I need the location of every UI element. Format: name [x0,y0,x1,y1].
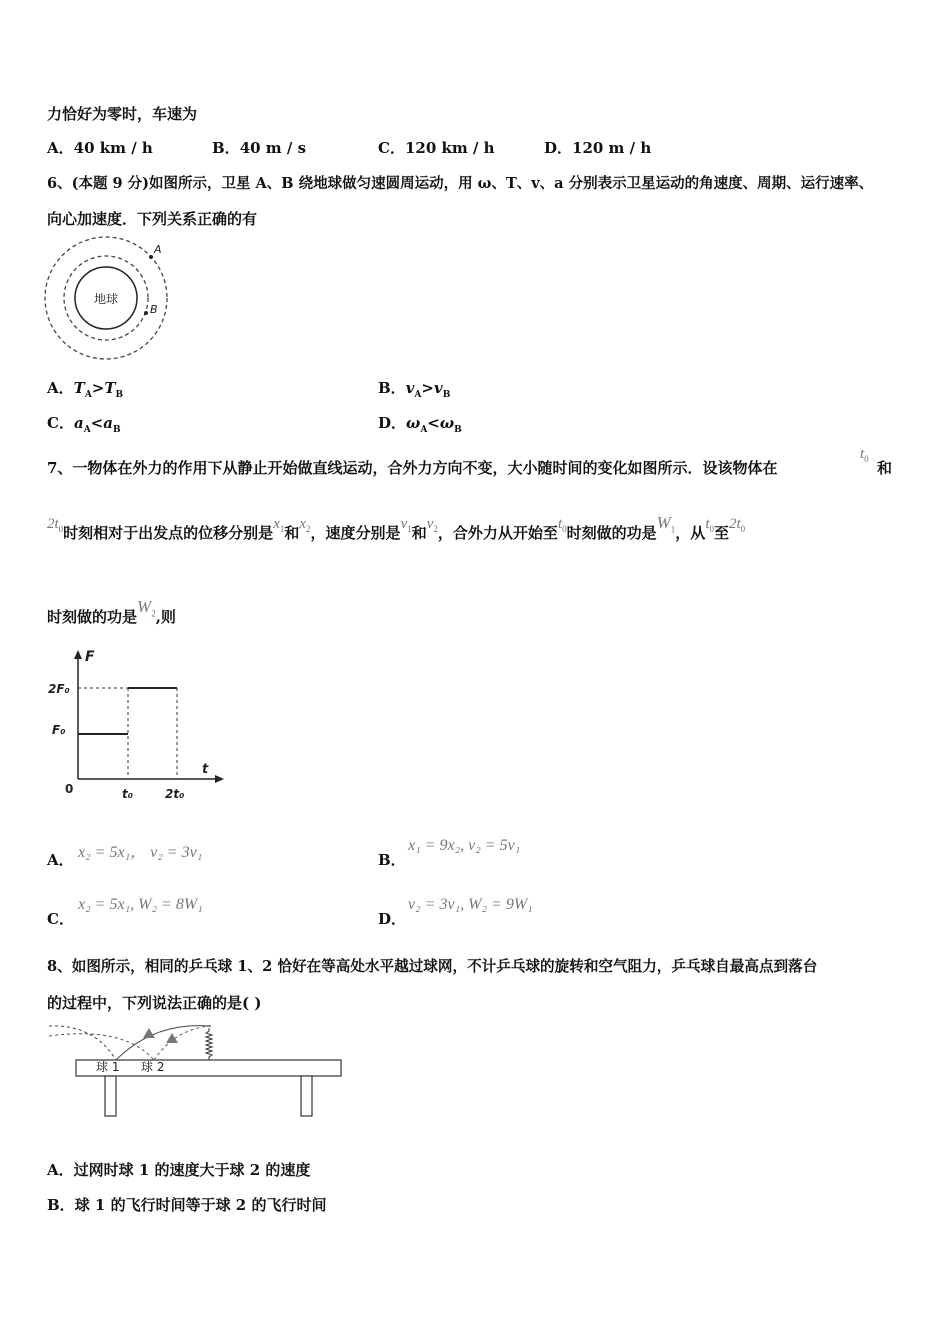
math-sub: 1 [670,524,676,535]
option-sub: B [112,425,121,435]
question-text: 时刻相对于出发点的位移分别是 [63,524,274,542]
math-sub: 2 [151,608,156,619]
option-var: v [433,379,443,397]
option-label: A． [47,139,74,157]
q7-option-b-expr: x₁ = 9x₂, v₂ = 5v₁ [408,837,521,854]
math-sub: 1 [279,524,285,534]
option-sub: B [454,425,462,435]
option-var: T [73,379,85,397]
option-label: C． [47,414,74,432]
option-var: a [73,414,84,432]
math-symbol: t [705,516,710,532]
math-v2 [427,516,438,532]
option-var: T [104,379,116,397]
math-v1 [401,516,412,532]
q6-question-line2: 向心加速度．下列关系正确的有 [47,210,258,228]
question-text: ,则 [155,608,176,626]
option-op: > [421,379,434,397]
q7-option-d-label: D． [378,910,407,928]
satellite-b-dot [144,311,148,315]
option-label: C． [378,139,405,157]
intro-line: 力恰好为零时，车速为 [47,105,198,123]
q5-option-a [47,137,153,158]
math-symbol: t [557,516,563,532]
option-sub: B [115,390,124,400]
math-symbol: 2t [47,516,59,532]
math-symbol: t [860,446,865,462]
question-number: 6、 [47,175,72,192]
option-var: ω [439,414,455,432]
q7-option-d-expr: v₂ = 3v₁, W₂ = 9W₁ [408,896,533,913]
question-text: 至 [713,524,729,542]
option-text: 40 km / h [73,139,153,157]
force-time-graph [40,645,230,805]
option-text: 120 m / h [572,139,652,157]
option-var: v [405,379,415,397]
option-text: 过网时球 1 的速度大于球 2 的速度 [73,1161,311,1179]
math-symbol: W [656,513,671,532]
table-leg-left [105,1076,116,1116]
math-symbol: x [273,516,280,532]
origin-label: 0 [65,782,74,796]
axis-label-t: t [202,762,209,777]
option-label: A． [47,379,74,397]
ball-1-label: 球 1 [96,1060,120,1074]
option-sub: B [442,390,451,400]
math-w2 [137,597,156,619]
net-spring [206,1028,212,1060]
satellite-b-label: B [150,303,158,316]
option-label: A． [47,1161,74,1179]
option-label: B． [378,379,406,397]
question-tag: (本题 9 分) [71,175,149,192]
question-text: 和 [284,524,300,542]
option-sub: A [84,390,92,400]
math-t0 [860,446,869,464]
question-text: 如图所示，卫星 A、B 绕地球做匀速圆周运动，用 ω、T、v、a 分别表示卫星运动的角速度、周期、运行速率、 [149,175,874,192]
satellite-a-dot [149,255,153,259]
q8-question-line2: 的过程中，下列说法正确的是( ) [47,994,262,1012]
q6-option-b [378,377,450,400]
math-2t0 [47,516,63,532]
math-sub: 0 [864,454,869,464]
trajectory-ball-1 [116,1026,209,1060]
math-x2 [299,516,310,532]
option-op: < [427,414,440,432]
option-text: 120 km / h [404,139,495,157]
q8-option-a [47,1159,310,1180]
math-sub: 0 [740,524,746,534]
trajectory-ball-2-dashed [49,1034,154,1060]
q7-option-c-expr: x₂ = 5x₁, W₂ = 8W₁ [78,896,203,913]
q7-option-a-expr: x₂ = 5x₁， v₂ = 3v₁ [78,844,203,861]
question-text: 时刻做的功是 [47,608,138,626]
q5-option-b [212,137,306,158]
math-t0 [705,516,714,532]
option-label: D． [378,414,407,432]
option-text: 球 1 的飞行时间等于球 2 的飞行时间 [74,1196,327,1214]
math-sub: 1 [407,524,412,534]
tick-t0: t₀ [122,787,133,801]
q5-option-d [544,137,651,158]
q7-option-a-label: A． [47,851,74,869]
math-sub: 0 [709,524,714,534]
satellite-orbit-diagram [40,234,172,362]
q6-option-d [378,412,462,435]
question-text: 和 [411,524,427,542]
option-var: ω [406,414,421,432]
option-op: > [91,379,105,397]
tick-f0: F₀ [52,723,66,737]
y-axis-arrow [74,650,82,659]
q7-question-line2 [47,513,746,544]
axis-label-f: F [85,649,95,665]
q6-option-c [47,412,121,435]
option-sub: A [414,390,422,400]
question-text: 7、一物体在外力的作用下从静止开始做直线运动，合外力方向不变，大小随时间的变化如图所示．设该物体在 [47,459,778,477]
x-axis-arrow [215,775,224,783]
math-w1 [656,513,676,535]
ball-1-marker [143,1028,155,1038]
math-symbol: v [426,516,434,532]
q7-option-c-label: C． [47,910,74,928]
math-t0 [558,516,567,532]
question-text: ，合外力从开始至 [437,524,558,542]
q7-line1-end: 和 [877,459,893,477]
q6-question-line1 [47,172,873,193]
math-symbol: x [299,516,307,532]
question-text: ，速度分别是 [310,524,401,542]
satellite-a-label: A [154,243,162,256]
q7-question-line1 [47,457,777,478]
math-sub: 2 [306,524,311,534]
tick-2t0: 2t₀ [165,787,185,801]
earth-label: 地球 [93,292,119,306]
math-symbol: W [137,597,152,616]
option-label: B． [212,139,240,157]
q8-option-b [47,1194,326,1215]
trajectory-ball-1-incoming [49,1026,116,1060]
q6-option-a [47,377,123,400]
option-var: a [103,414,113,432]
option-label: B． [47,1196,75,1214]
q7-option-b-label: B． [378,851,406,869]
ping-pong-table-diagram [44,1020,346,1120]
math-x1 [273,516,284,532]
tick-2f0: 2F₀ [48,682,70,696]
q5-option-c [378,137,495,158]
q8-question-line1: 8、如图所示，相同的乒乓球 1、2 恰好在等高处水平越过球网，不计乒乓球的旋转和空气阻力，乒乓球自最高点到落台 [47,958,818,975]
math-2t0 [729,516,745,532]
math-sub: 2 [433,524,438,534]
option-label: D． [544,139,573,157]
option-sub: A [420,425,428,435]
question-text: ，从 [675,524,706,542]
math-sub: 0 [562,524,567,534]
table-leg-right [301,1076,312,1116]
math-symbol: v [400,516,408,532]
math-sub: 0 [58,524,64,534]
option-op: < [90,414,104,432]
math-symbol: 2t [729,516,741,532]
q7-question-line3 [47,597,176,628]
option-text: 40 m / s [239,139,307,157]
question-text: 时刻做的功是 [566,524,657,542]
ball-2-label: 球 2 [141,1060,165,1074]
option-sub: A [83,425,91,435]
